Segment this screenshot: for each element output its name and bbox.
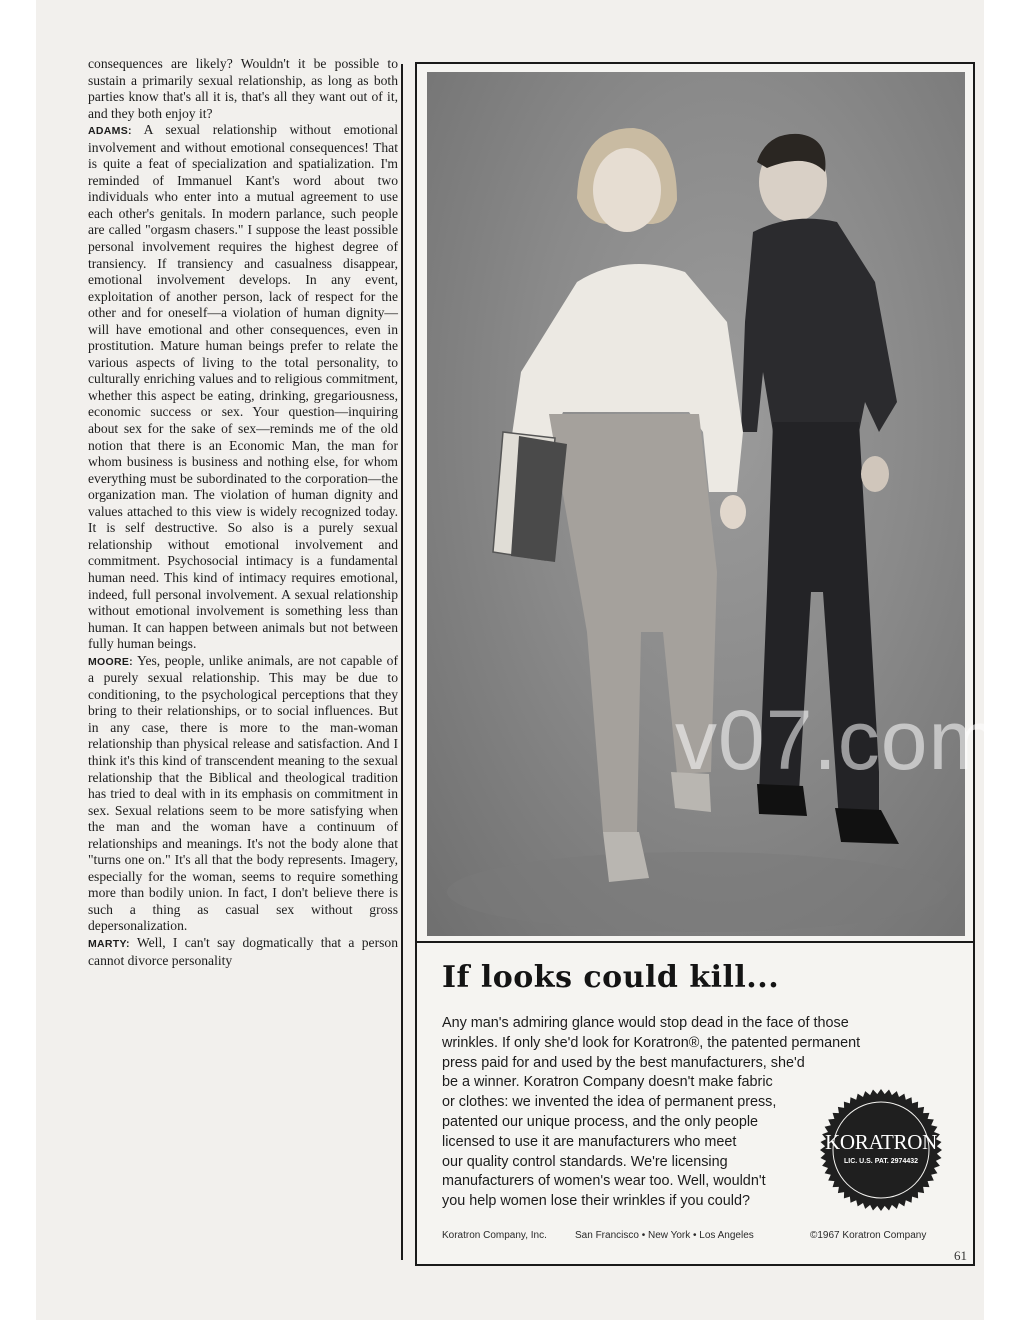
body-line: you help women lose their wrinkles if you could? <box>442 1193 750 1210</box>
page-number: 61 <box>954 1248 967 1263</box>
paragraph-text: Well, I can't say dogmatically that a person cannot divorce personality <box>88 934 398 968</box>
speaker-label: MARTY: <box>88 937 130 950</box>
photo-illustration <box>427 72 965 936</box>
paragraph-text: A sexual relationship without emotional involvement and without emotional consequences! That is quite a feat of specialization and spatialization. I'm reminded of Immanuel Kant's word about two individuals who enter into a mutual agreement to use each other's genitals. In modern parlance, such people are called "orgasm chasers." I suppose the least possible personal involvement requires the highest degree of transiency. If transiency and casualness disappear, emotional involvement develops. In any event, exploitation of another person, lack of respect for the other and for oneself—a violation of human dignity—will have emotional and other consequences, even in prostitution. Mature human beings prefer to relate the various aspects of living to the total personality, to culturally enriching values and to religious commitment, whether this aspect be eating, drinking, gregariousness, economic success or sex. Your question—inquiring about sex for the sake of sex—reminds me of the old notion that there is an Economic Man, the man for whom business is business and nothing else, for whom everything must be subordinated to the corporation—the organization man. The violation of human dignity and values attached to this view is widely recognized today. It is self destructive. So also is a purely sexual relationship without emotional involvement and commitment. Psychosocial intimacy is a fundamental human need. This kind of intimacy requires emotional, indeed, full personal involvement. A sexual relationship without emotional involvement is something less than human. It can happen between animals but not between fully human beings. <box>88 122 399 652</box>
body-line: our quality control standards. We're licensing <box>442 1153 728 1170</box>
body-line: manufacturers of women's wear too. Well, wouldn't <box>442 1173 766 1190</box>
article-paragraph <box>88 653 398 935</box>
article-paragraph <box>88 56 398 122</box>
body-line: licensed to use it are manufacturers who meet <box>442 1133 737 1150</box>
advertisement <box>415 62 1000 1266</box>
footer-copyright: ©1967 Koratron Company <box>810 1230 927 1241</box>
seal-patent: LIC. U.S. PAT. 2974432 <box>843 1158 919 1165</box>
body-line: patented our unique process, and the only people <box>442 1113 759 1130</box>
magazine-page <box>36 0 1000 1320</box>
article-column <box>88 56 398 969</box>
watermark: v07.com <box>675 693 1000 787</box>
body-line: or clothes: we invented the idea of permanent press, <box>442 1094 777 1111</box>
ad-photo <box>427 72 1000 936</box>
article-paragraph <box>88 122 398 653</box>
body-line: Any man's admiring glance would stop dead in the face of those <box>442 1015 849 1031</box>
body-line: be a winner. Koratron Company doesn't make fabric <box>442 1074 773 1091</box>
body-line: press paid for and used by the best manufacturers, she'd <box>442 1054 805 1071</box>
speaker-label: MOORE: <box>88 655 133 668</box>
ad-divider <box>417 941 973 943</box>
footer-cities: San Francisco • New York • Los Angeles <box>575 1230 754 1241</box>
seal-brand: KORATRON <box>825 1130 937 1154</box>
ad-headline: If looks could kill... <box>442 960 780 995</box>
paragraph-text: consequences are likely? Wouldn't it be possible to sustain a primarily sexual relationship, as long as both parties know that's all it is, that's all they want out of it, and they both enjoy it? <box>88 56 398 121</box>
body-line: wrinkles. If only she'd look for Koratron®, the patented permanent <box>442 1034 861 1051</box>
paragraph-text: Yes, people, unlike animals, are not capable of a purely sexual relationship. This may be due to conditioning, to the psychological perceptions that they bring to their relationships, or to social influences. But in any case, there is more to the man-woman relationship than physical release and satisfaction. And I think it's this kind of transcendent meaning to the sexual relationship that the Biblical and theological tradition has tried to deal with in its emphasis on commitment in sex. Sexual relations seem to be more satisfying when the man and the woman have a continuum of relationships and meanings. It's not the body alone that "turns one on." It's all that the body represents. Imagery, especially for the woman, seems to require something more than bodily union. In fact, I don't believe there is such a thing as casual sex without gross depersonalization. <box>88 652 398 934</box>
column-divider <box>401 64 403 1260</box>
article-paragraph <box>88 935 398 969</box>
speaker-label: ADAMS: <box>88 125 132 138</box>
footer-company: Koratron Company, Inc. <box>442 1230 547 1241</box>
